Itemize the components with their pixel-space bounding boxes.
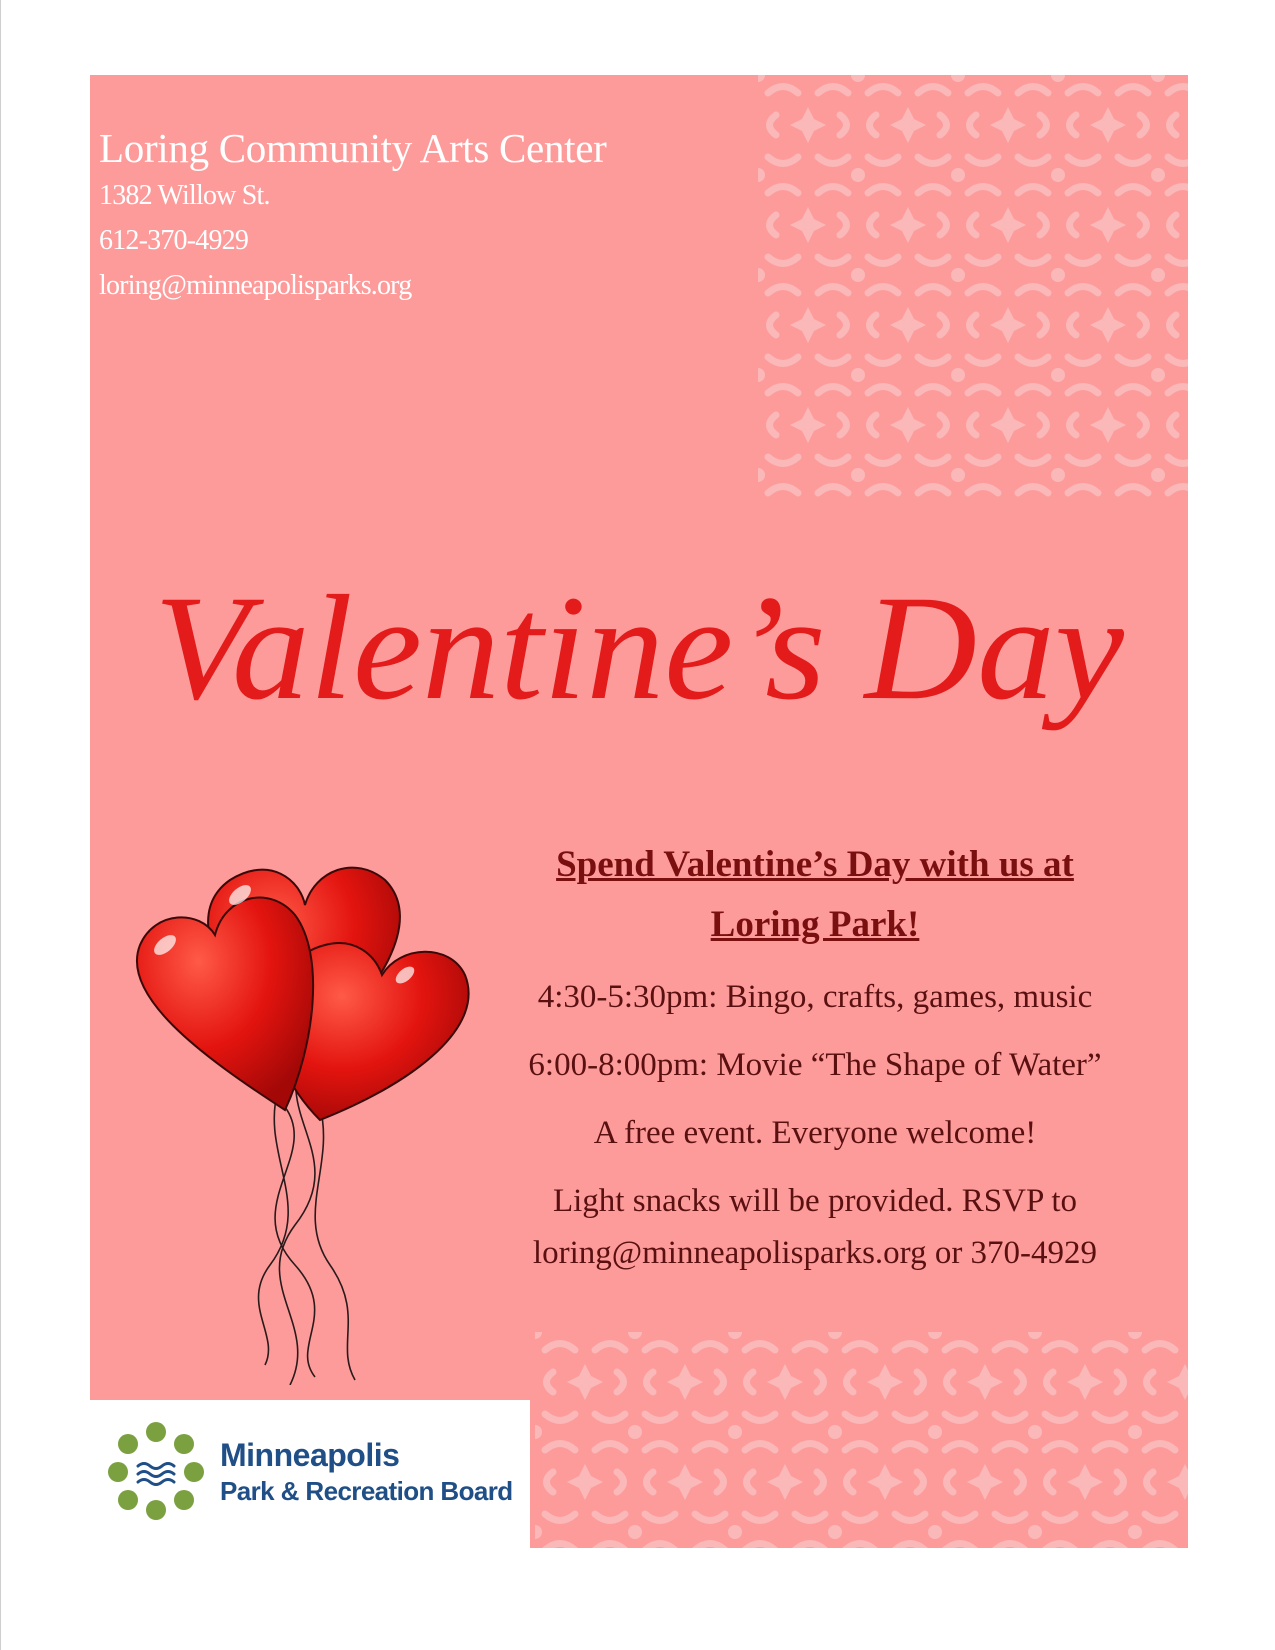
headline-line-1: Spend Valentine’s Day with us at <box>556 844 1074 885</box>
event-title: Valentine’s Day <box>154 565 1125 731</box>
rsvp-line-2: loring@minneapolisparks.org or 370-4929 <box>532 1235 1098 1271</box>
org-name: Loring Community Arts Center <box>99 125 607 171</box>
headline-line-2: Loring Park! <box>710 904 920 945</box>
rsvp-line-1: Light snacks will be provided. RSVP to <box>552 1183 1077 1219</box>
mprb-logo <box>90 1400 530 1548</box>
phone: 612-370-4929 <box>99 225 249 256</box>
tree-ring-icon <box>108 1420 204 1520</box>
rsvp-note <box>490 1175 1140 1279</box>
heart-balloon-left <box>137 898 313 1110</box>
email: loring@minneapolisparks.org <box>99 270 412 301</box>
schedule-2: 6:00-8:00pm: Movie “The Shape of Water” <box>528 1047 1102 1083</box>
heart-balloons <box>120 825 490 1385</box>
page-edge-line <box>0 0 1 1650</box>
event-title-graphic <box>90 533 1188 853</box>
logo-text <box>220 1436 513 1508</box>
schedule-1: 4:30-5:30pm: Bingo, crafts, games, music <box>537 979 1093 1015</box>
address: 1382 Willow St. <box>99 180 270 211</box>
damask-pattern-top <box>758 75 1188 500</box>
contact-block <box>99 123 606 308</box>
flyer <box>90 75 1188 1548</box>
logo-line-1: Minneapolis <box>220 1437 400 1473</box>
event-details <box>490 835 1140 1279</box>
free-event-note: A free event. Everyone welcome! <box>593 1115 1037 1151</box>
damask-pattern-bottom <box>535 1332 1188 1548</box>
logo-line-2: Park & Recreation Board <box>220 1476 513 1506</box>
